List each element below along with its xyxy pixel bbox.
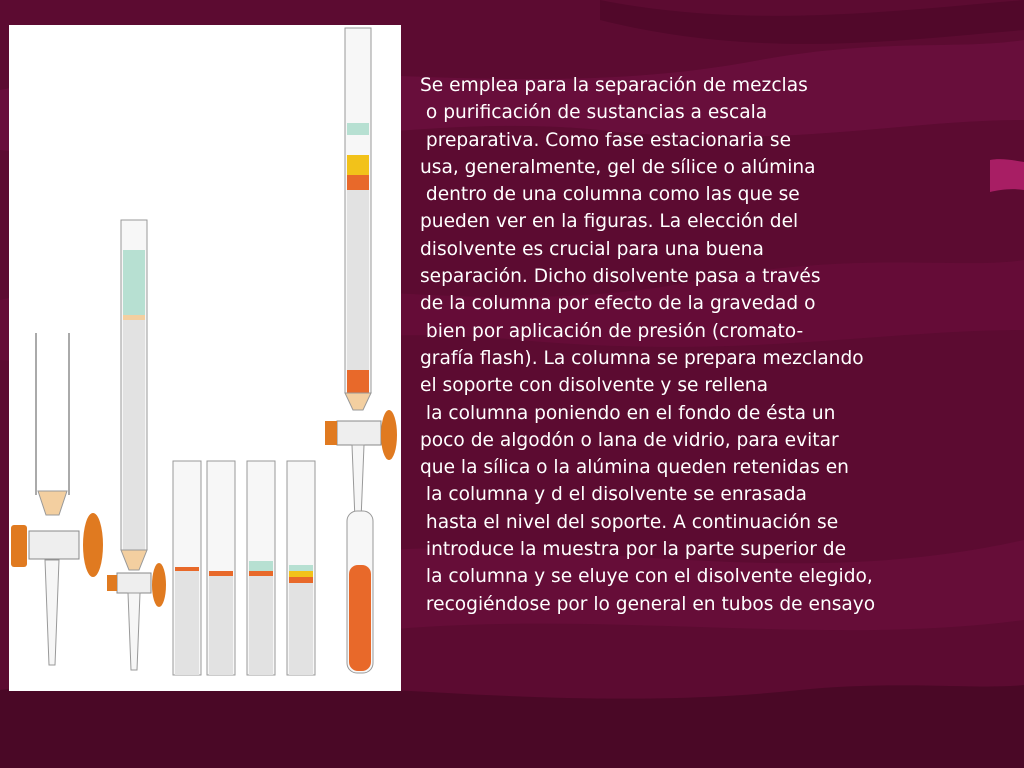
text-line: Se emplea para la separación de mezclas	[420, 75, 808, 96]
stopcock-handle-icon	[381, 410, 397, 460]
text-line: introduce la muestra por la parte superior de	[420, 539, 847, 561]
column-silica-solvent	[107, 220, 166, 670]
text-line: la columna poniendo en el fondo de ésta un	[420, 402, 836, 424]
text-line: dentro de una columna como las que se	[420, 184, 800, 206]
slide-body-text	[420, 72, 1010, 618]
stopcock-handle-icon	[83, 513, 103, 577]
stopcock-knob-icon	[107, 575, 117, 591]
text-line: la columna y se eluye con el disolvente elegido,	[420, 566, 873, 588]
separation-tubes	[173, 461, 315, 675]
stopcock-knob-icon	[325, 421, 337, 445]
stopcock-handle-icon	[152, 563, 166, 607]
column-tall-eluting	[325, 28, 397, 673]
text-line: la columna y d el disolvente se enrasada	[420, 484, 807, 506]
stopcock-knob-icon	[11, 525, 27, 567]
text-line: que la sílica o la alúmina queden retenidas en	[420, 457, 849, 479]
text-line: o purificación de sustancias a escala	[420, 102, 768, 124]
text-line: pueden ver en la figuras. La elección del	[420, 211, 799, 233]
text-line: bien por aplicación de presión (cromato-	[420, 320, 804, 342]
chromatography-columns-figure	[9, 25, 401, 691]
text-line: poco de algodón o lana de vidrio, para evitar	[420, 429, 839, 451]
column-empty-with-funnel	[11, 333, 103, 665]
text-line: grafía flash). La columna se prepara mezclando	[420, 347, 864, 369]
text-line: preparativa. Como fase estacionaria se	[420, 129, 792, 151]
text-line: de la columna por efecto de la gravedad o	[420, 293, 816, 315]
text-line: recogiéndose por lo general en tubos de ensayo	[420, 593, 876, 615]
text-line: hasta el nivel del soporte. A continuación se	[420, 511, 839, 533]
text-line: el soporte con disolvente y se rellena	[420, 375, 768, 397]
text-line: usa, generalmente, gel de sílice o alúmina	[420, 156, 816, 178]
text-line: disolvente es crucial para una buena	[420, 238, 764, 260]
text-line: separación. Dicho disolvente pasa a través	[420, 266, 821, 288]
column-illustrations	[9, 25, 401, 691]
